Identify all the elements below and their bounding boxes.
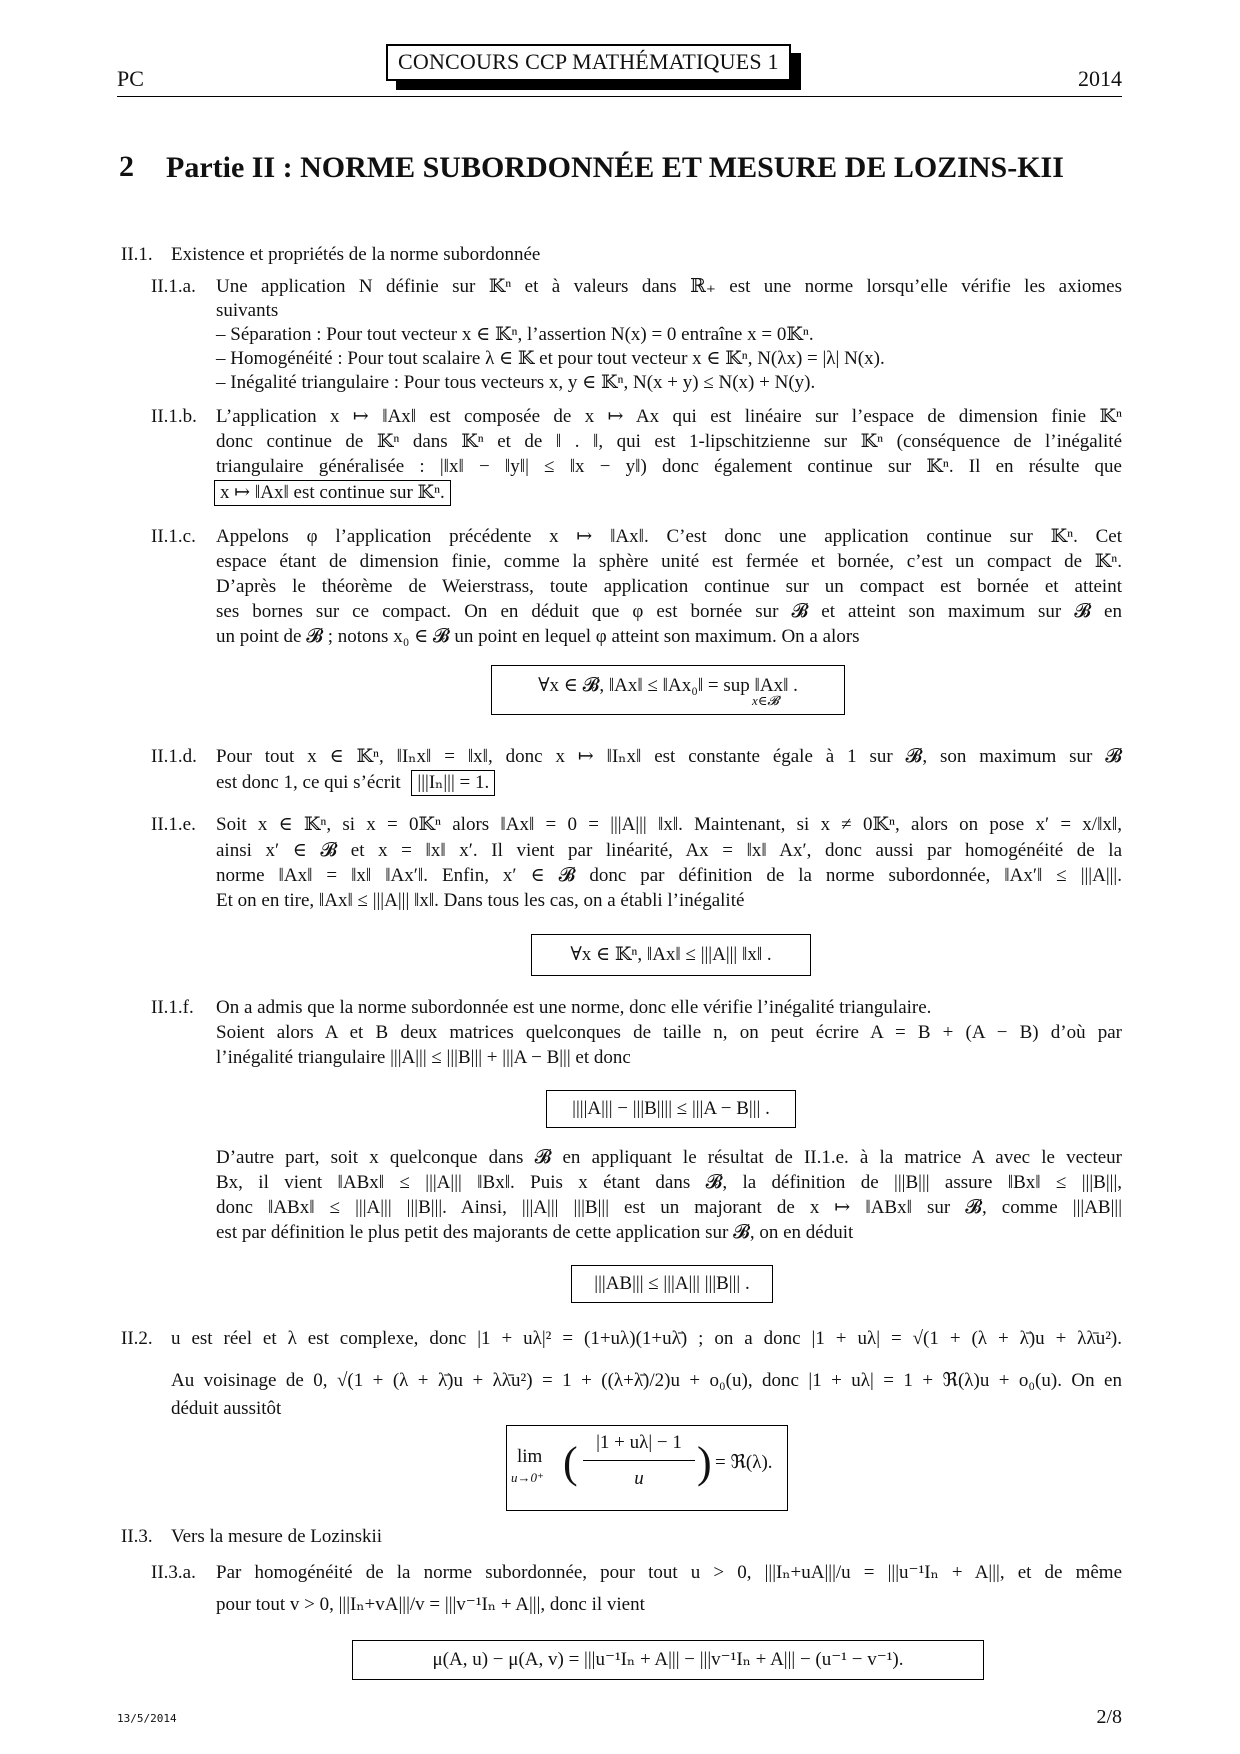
item-label-ii1d: II.1.d. <box>151 746 197 767</box>
ii1c-line-1: Appelons φ l’application précédente x ↦ ‖Ax‖. C’est donc une application continue sur 𝕂ⁿ. Cet <box>216 526 1122 547</box>
header-left: PC <box>117 66 144 91</box>
ii1f-line-2: Soient alors A et B deux matrices quelconques de taille n, on peut écrire A = B + (A − B) d’où par <box>216 1022 1122 1043</box>
ii2-lim-subscript: u→0⁺ <box>511 1470 544 1485</box>
ii1f-line-3: l’inégalité triangulaire |||A||| ≤ |||B||| + |||A − B||| et donc <box>216 1047 631 1068</box>
footer-date: 13/5/2014 <box>117 1712 177 1725</box>
ii1c-line-3: D’après le théorème de Weierstrass, toute application continue sur un compact est bornée et atteint <box>216 576 1122 597</box>
ii2-line-2: Au voisinage de 0, √(1 + (λ + λ̄)u + λλ̄u²) = 1 + ((λ+λ̄)/2)u + o₀(u), donc |1 + uλ| = 1 + ℜ(λ)u + o₀(u). On en <box>171 1370 1122 1391</box>
ii1a-bullet-separation: – Séparation : Pour tout vecteur x ∈ 𝕂ⁿ, l’assertion N(x) = 0 entraîne x = 0𝕂ⁿ. <box>216 324 814 345</box>
ii2-result-box <box>506 1425 788 1511</box>
ii2-denominator: u <box>634 1468 644 1489</box>
item-label-ii3a: II.3.a. <box>151 1562 196 1583</box>
ii1d-line-2 <box>216 770 495 796</box>
ii1a-bullet-homogeneite: – Homogénéité : Pour tout scalaire λ ∈ 𝕂 et pour tout vecteur x ∈ 𝕂ⁿ, N(λx) = |λ| N(x). <box>216 348 885 369</box>
ii2-rhs: = ℜ(λ). <box>715 1452 773 1473</box>
ii1f-line-5: Bx, il vient ‖ABx‖ ≤ |||A||| ‖Bx‖. Puis x étant dans 𝓑, la définition de |||B||| assure ‖Bx‖ ≤ |||B|||, <box>216 1172 1122 1193</box>
ii3a-line-1: Par homogénéité de la norme subordonnée, pour tout u > 0, |||Iₙ+uA|||/u = |||u⁻¹Iₙ + A|||, et de même <box>216 1562 1122 1583</box>
ii1c-line-5: un point de 𝓑 ; notons x₀ ∈ 𝓑 un point en lequel φ atteint son maximum. On a alors <box>216 626 860 647</box>
ii1e-result-formula: ∀x ∈ 𝕂ⁿ, ‖Ax‖ ≤ |||A||| ‖x‖ . <box>570 944 772 965</box>
ii1c-result-formula: ∀x ∈ 𝓑, ‖Ax‖ ≤ ‖Ax₀‖ = sup ‖Ax‖ . <box>538 675 798 696</box>
ii1f-result-box-1 <box>546 1090 796 1128</box>
ii1b-line-3: triangulaire généralisée : |‖x‖ − ‖y‖| ≤ ‖x − y‖) donc également continue sur 𝕂ⁿ. Il en résulte que <box>216 456 1122 477</box>
ii2-paren-right: ) <box>697 1438 712 1487</box>
ii2-paren-left: ( <box>563 1438 578 1487</box>
ii1f-line-7: est par définition le plus petit des majorants de cette application sur 𝓑, on en déduit <box>216 1222 854 1243</box>
header-title-box <box>386 44 791 81</box>
ii1e-line-2: ainsi x′ ∈ 𝓑 et x = ‖x‖ x′. Il vient par linéarité, Ax = ‖x‖ Ax′, donc aussi par homogénéité de la <box>216 840 1122 861</box>
ii1d-result-box: |||Iₙ||| = 1. <box>411 770 495 796</box>
ii1e-line-1: Soit x ∈ 𝕂ⁿ, si x = 0𝕂ⁿ alors ‖Ax‖ = 0 = |||A||| ‖x‖. Maintenant, si x ≠ 0𝕂ⁿ, alors on pose x′ = x/‖x‖, <box>216 814 1122 835</box>
ii2-numerator: |1 + uλ| − 1 <box>596 1432 682 1453</box>
ii1b-result <box>214 480 451 506</box>
ii2-line-3: déduit aussitôt <box>171 1398 282 1419</box>
section-number: 2 <box>119 150 134 183</box>
ii1f-result-box-2 <box>571 1265 773 1303</box>
ii1a-line-1: Une application N définie sur 𝕂ⁿ et à valeurs dans ℝ₊ est une norme lorsqu’elle vérifie les axiomes <box>216 276 1122 297</box>
ii2-fraction-bar <box>583 1460 695 1461</box>
item-label-ii1f: II.1.f. <box>151 997 194 1018</box>
section-title: Partie II : NORME SUBORDONNÉE ET MESURE DE LOZINS-KII <box>166 151 1064 184</box>
ii1f-line-1: On a admis que la norme subordonnée est une norme, donc elle vérifie l’inégalité triangulaire. <box>216 997 932 1018</box>
ii1b-line-2: donc continue de 𝕂ⁿ dans 𝕂ⁿ et de ‖ . ‖, qui est 1-lipschitzienne sur 𝕂ⁿ (conséquence de l’inégalité <box>216 431 1122 452</box>
ii1b-result-box: x ↦ ‖Ax‖ est continue sur 𝕂ⁿ. <box>214 480 451 506</box>
ii1d-line-1: Pour tout x ∈ 𝕂ⁿ, ‖Iₙx‖ = ‖x‖, donc x ↦ ‖Iₙx‖ est constante égale à 1 sur 𝓑, son maximum sur 𝓑 <box>216 746 1122 767</box>
header-right: 2014 <box>1078 66 1122 91</box>
header-rule <box>117 96 1122 97</box>
ii3a-result-formula: μ(A, u) − μ(A, v) = |||u⁻¹Iₙ + A||| − |||v⁻¹Iₙ + A||| − (u⁻¹ − v⁻¹). <box>432 1649 904 1670</box>
ii2-line-1: u est réel et λ est complexe, donc |1 + uλ|² = (1+uλ)(1+uλ̄) ; on a donc |1 + uλ| = √(1 + (λ + λ̄)u + λλ̄u²). <box>171 1328 1122 1349</box>
ii2-lim: lim <box>517 1446 543 1467</box>
header-title: CONCOURS CCP MATHÉMATIQUES 1 <box>386 44 791 81</box>
ii1c-line-2: espace étant de dimension finie, comme la sphère unité est fermée et bornée, c’est un compact de 𝕂ⁿ. <box>216 551 1122 572</box>
ii1f-line-4: D’autre part, soit x quelconque dans 𝓑 en appliquant le résultat de II.1.e. à la matrice A avec le vecteur <box>216 1147 1122 1168</box>
ii3a-result-box <box>352 1640 984 1680</box>
ii1b-line-1: L’application x ↦ ‖Ax‖ est composée de x ↦ Ax qui est linéaire sur l’espace de dimension finie 𝕂ⁿ <box>216 406 1122 427</box>
ii1c-result-box <box>491 665 845 715</box>
item-label-ii1e: II.1.e. <box>151 814 196 835</box>
ii1f-result-formula-2: |||AB||| ≤ |||A||| |||B||| . <box>594 1273 750 1294</box>
item-label-ii1a: II.1.a. <box>151 276 196 297</box>
ii1e-line-4: Et on en tire, ‖Ax‖ ≤ |||A||| ‖x‖. Dans tous les cas, on a établi l’inégalité <box>216 890 745 911</box>
ii1c-line-4: ses bornes sur ce compact. On en déduit que φ est bornée sur 𝓑 et atteint son maximum sur 𝓑 en <box>216 601 1122 622</box>
ii1d-line-2-text: est donc 1, ce qui s’écrit <box>216 772 401 793</box>
ii1c-sup-subscript: x∈𝓑 <box>752 693 779 708</box>
item-label-ii3: II.3. <box>121 1526 153 1547</box>
footer-page-number: 2/8 <box>1096 1706 1122 1728</box>
ii1f-line-6: donc ‖ABx‖ ≤ |||A||| |||B|||. Ainsi, |||A||| |||B||| est un majorant de x ↦ ‖ABx‖ sur 𝓑, comme |||AB||| <box>216 1197 1122 1218</box>
item-title-ii3: Vers la mesure de Lozinskii <box>171 1526 383 1547</box>
item-label-ii1: II.1. <box>121 244 153 265</box>
ii1a-bullet-inegalite: – Inégalité triangulaire : Pour tous vecteurs x, y ∈ 𝕂ⁿ, N(x + y) ≤ N(x) + N(y). <box>216 372 816 393</box>
item-label-ii1c: II.1.c. <box>151 526 196 547</box>
ii1a-line-2: suivants <box>216 300 279 321</box>
ii1f-result-formula-1: ||||A||| − |||B|||| ≤ |||A − B||| . <box>572 1098 770 1119</box>
item-label-ii1b: II.1.b. <box>151 406 197 427</box>
item-label-ii2: II.2. <box>121 1328 153 1349</box>
ii1e-result-box <box>531 934 811 976</box>
item-title-ii1: Existence et propriétés de la norme subordonnée <box>171 244 541 265</box>
ii1e-line-3: norme ‖Ax‖ = ‖x‖ ‖Ax′‖. Enfin, x′ ∈ 𝓑 donc par définition de la norme subordonnée, ‖Ax′‖ ≤ |||A|||. <box>216 865 1122 886</box>
ii3a-line-2: pour tout v > 0, |||Iₙ+vA|||/v = |||v⁻¹Iₙ + A|||, donc il vient <box>216 1594 645 1615</box>
